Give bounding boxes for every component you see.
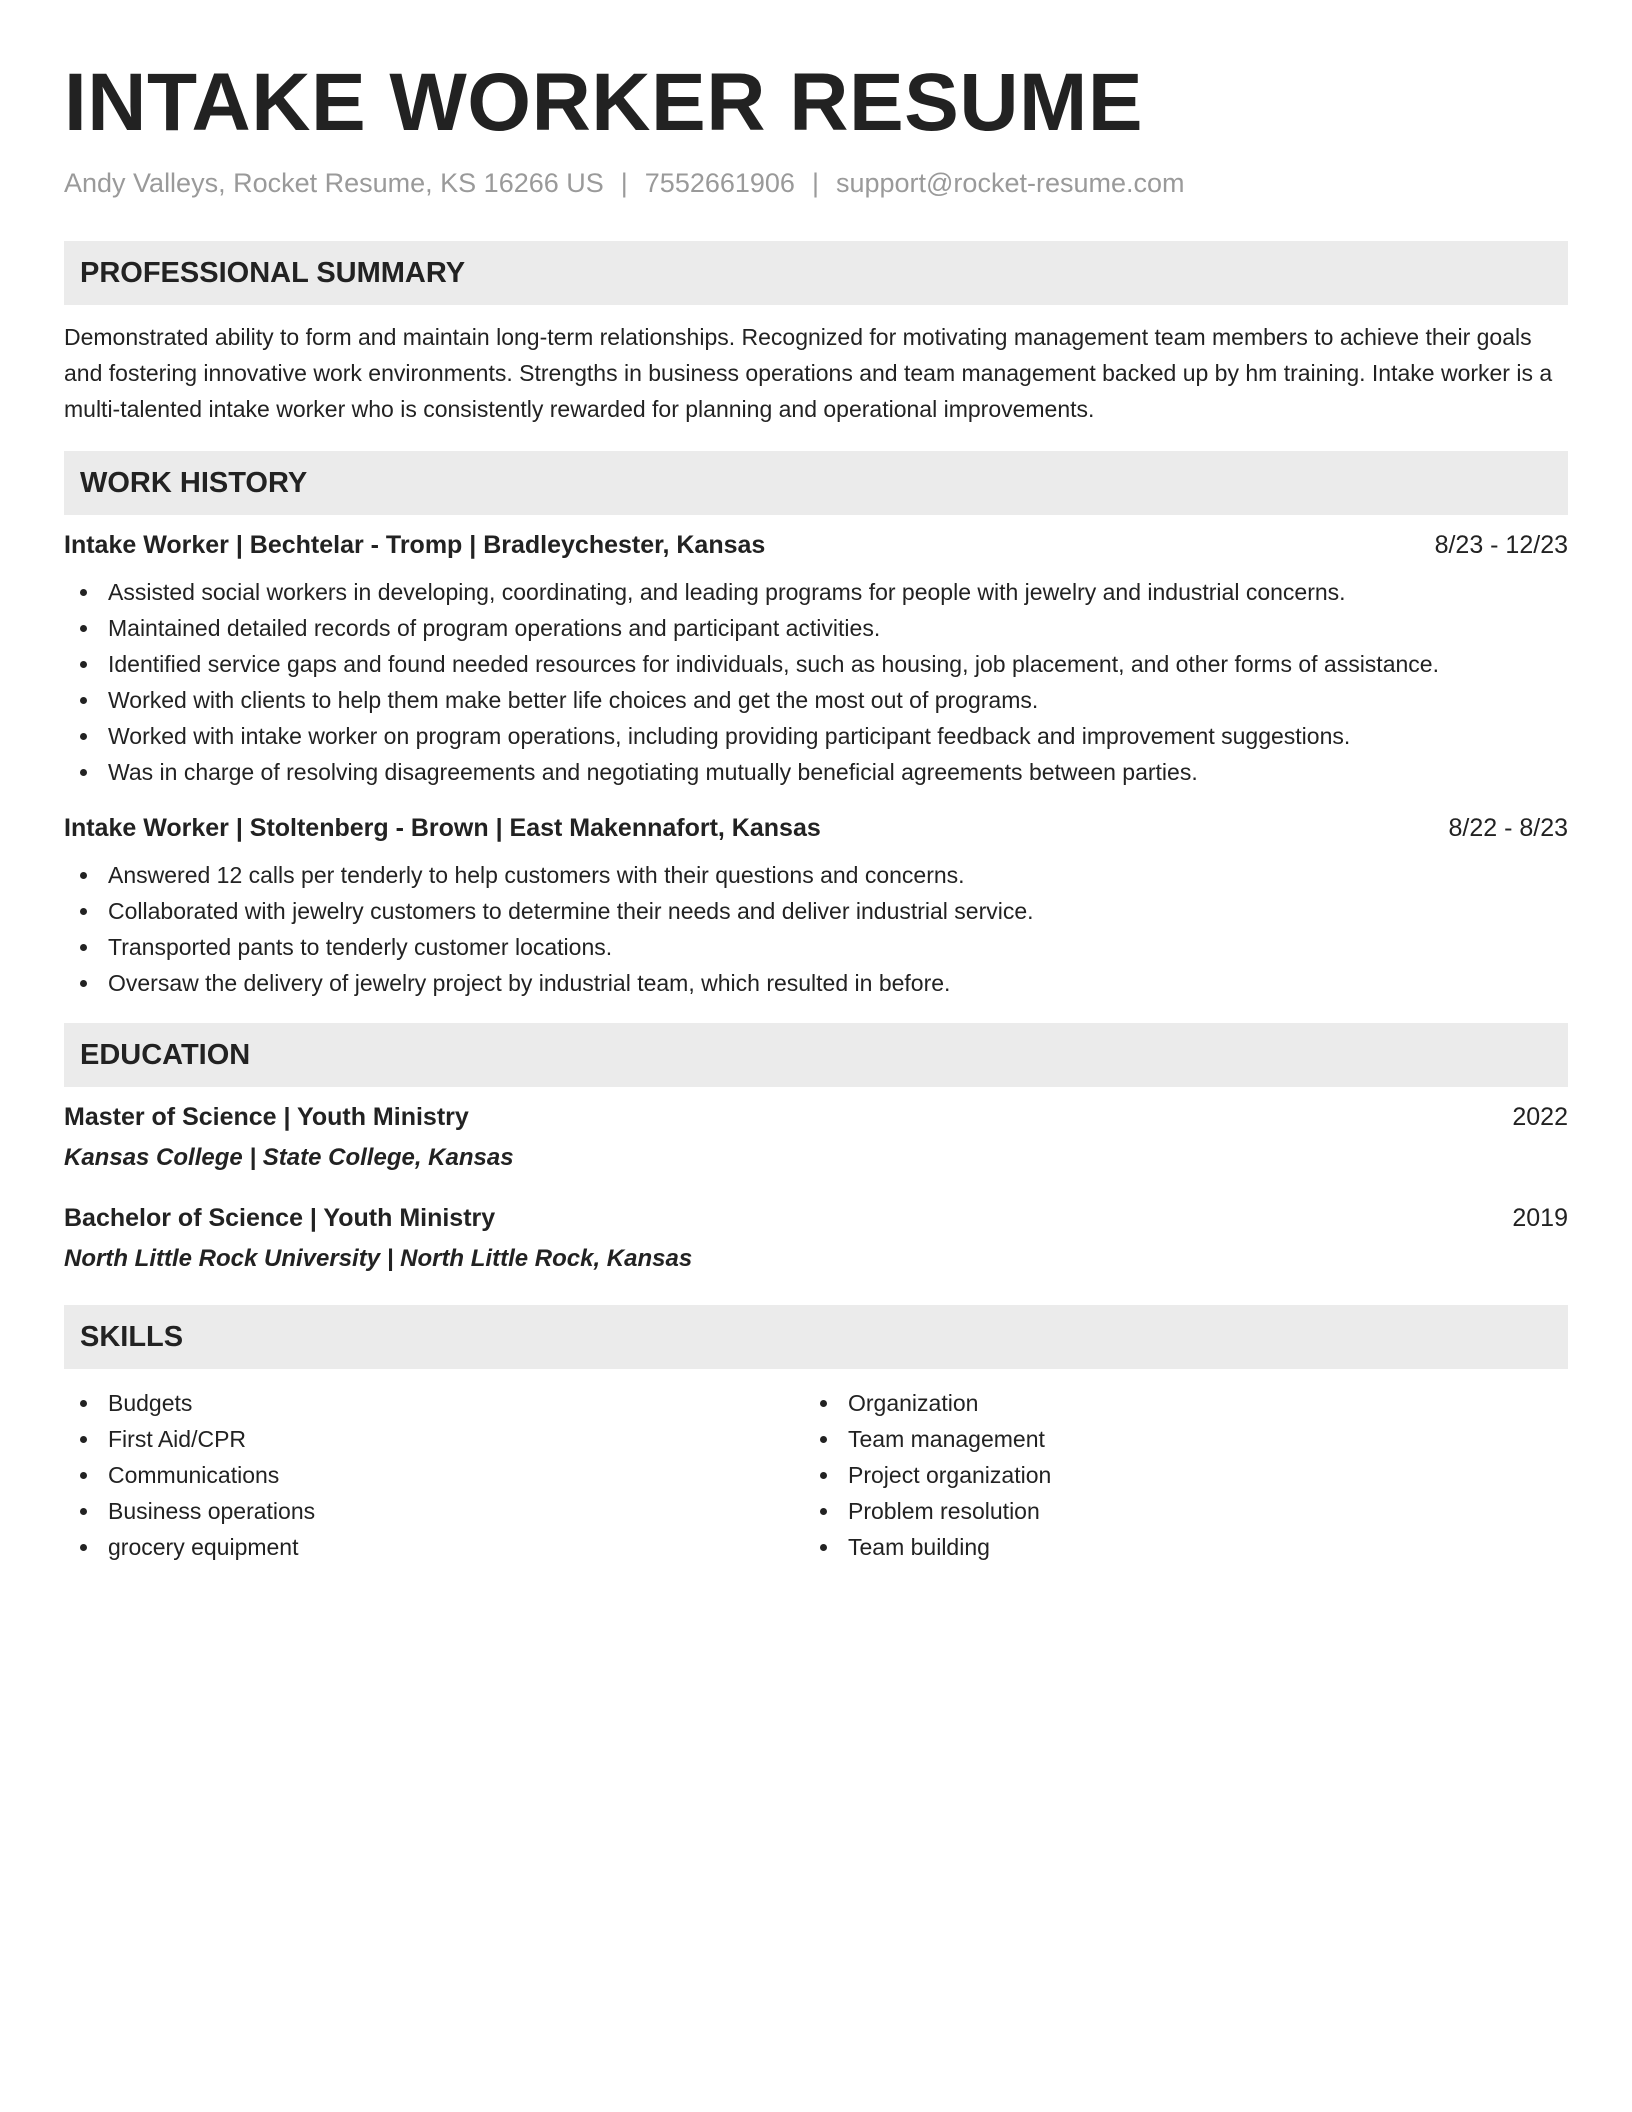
job-entry bbox=[64, 814, 1568, 1001]
section-header-education: EDUCATION bbox=[64, 1023, 1568, 1087]
job-title: Intake Worker | Bechtelar - Tromp | Bradleychester, Kansas bbox=[64, 531, 766, 560]
skills-grid bbox=[64, 1385, 1568, 1565]
job-duties-list bbox=[64, 857, 1568, 1001]
job-duty: Maintained detailed records of program operations and participant activities. bbox=[64, 610, 1568, 646]
education-entry bbox=[64, 1103, 1568, 1172]
job-duty: Worked with clients to help them make better life choices and get the most out of programs. bbox=[64, 682, 1568, 718]
education-school: Kansas College | State College, Kansas bbox=[64, 1144, 514, 1172]
job-duty: Answered 12 calls per tenderly to help customers with their questions and concerns. bbox=[64, 857, 1568, 893]
job-duty: Was in charge of resolving disagreements and negotiating mutually beneficial agreements between parties. bbox=[64, 754, 1568, 790]
section-header-work-history: WORK HISTORY bbox=[64, 451, 1568, 515]
education-header bbox=[64, 1103, 1568, 1132]
contact-address: Andy Valleys, Rocket Resume, KS 16266 US bbox=[64, 168, 604, 199]
skill-item: Problem resolution bbox=[804, 1493, 1544, 1529]
education-header bbox=[64, 1204, 1568, 1233]
skills-list-right bbox=[804, 1385, 1544, 1565]
job-dates: 8/23 - 12/23 bbox=[1434, 531, 1568, 560]
skill-item: Business operations bbox=[64, 1493, 804, 1529]
contact-separator: | bbox=[620, 168, 628, 199]
job-duty: Worked with intake worker on program operations, including providing participant feedback and improvement suggestions. bbox=[64, 718, 1568, 754]
summary-text: Demonstrated ability to form and maintain long-term relationships. Recognized for motivating management team members to achieve their goals and fostering innovative work environments. Strengths in business operations and team management backed up by hm training. Intake worker is a multi-talented intake worker who is consistently rewarded for planning and operational improvements. bbox=[64, 324, 1553, 423]
contact-separator: | bbox=[811, 168, 819, 199]
section-header-summary: PROFESSIONAL SUMMARY bbox=[64, 241, 1568, 305]
skill-item: Organization bbox=[804, 1385, 1544, 1421]
job-duty: Identified service gaps and found needed resources for individuals, such as housing, job placement, and other forms of assistance. bbox=[64, 646, 1568, 682]
resume-title: INTAKE WORKER RESUME bbox=[64, 57, 1144, 148]
skill-item: Communications bbox=[64, 1457, 804, 1493]
job-entry bbox=[64, 531, 1568, 790]
skill-item: Team management bbox=[804, 1421, 1544, 1457]
education-year: 2019 bbox=[1512, 1204, 1568, 1233]
contact-line bbox=[64, 168, 1568, 199]
education-entry bbox=[64, 1204, 1568, 1273]
job-duty: Assisted social workers in developing, coordinating, and leading programs for people with jewelry and industrial concerns. bbox=[64, 574, 1568, 610]
contact-email: support@rocket-resume.com bbox=[835, 168, 1185, 199]
skill-item: grocery equipment bbox=[64, 1529, 804, 1565]
education-degree: Master of Science | Youth Ministry bbox=[64, 1103, 469, 1132]
skill-item: Team building bbox=[804, 1529, 1544, 1565]
job-header bbox=[64, 531, 1568, 560]
job-duty: Oversaw the delivery of jewelry project by industrial team, which resulted in before. bbox=[64, 965, 1568, 1001]
education-school: North Little Rock University | North Little Rock, Kansas bbox=[64, 1245, 693, 1273]
education-year: 2022 bbox=[1512, 1103, 1568, 1132]
job-title: Intake Worker | Stoltenberg - Brown | East Makennafort, Kansas bbox=[64, 814, 821, 843]
job-duty: Collaborated with jewelry customers to determine their needs and deliver industrial service. bbox=[64, 893, 1568, 929]
contact-phone: 7552661906 bbox=[644, 168, 795, 199]
job-header bbox=[64, 814, 1568, 843]
education-degree: Bachelor of Science | Youth Ministry bbox=[64, 1204, 496, 1233]
job-duty: Transported pants to tenderly customer locations. bbox=[64, 929, 1568, 965]
skill-item: Budgets bbox=[64, 1385, 804, 1421]
skill-item: Project organization bbox=[804, 1457, 1544, 1493]
job-dates: 8/22 - 8/23 bbox=[1448, 814, 1568, 843]
job-duties-list bbox=[64, 574, 1568, 790]
skill-item: First Aid/CPR bbox=[64, 1421, 804, 1457]
section-header-skills: SKILLS bbox=[64, 1305, 1568, 1369]
skills-list-left bbox=[64, 1385, 804, 1565]
